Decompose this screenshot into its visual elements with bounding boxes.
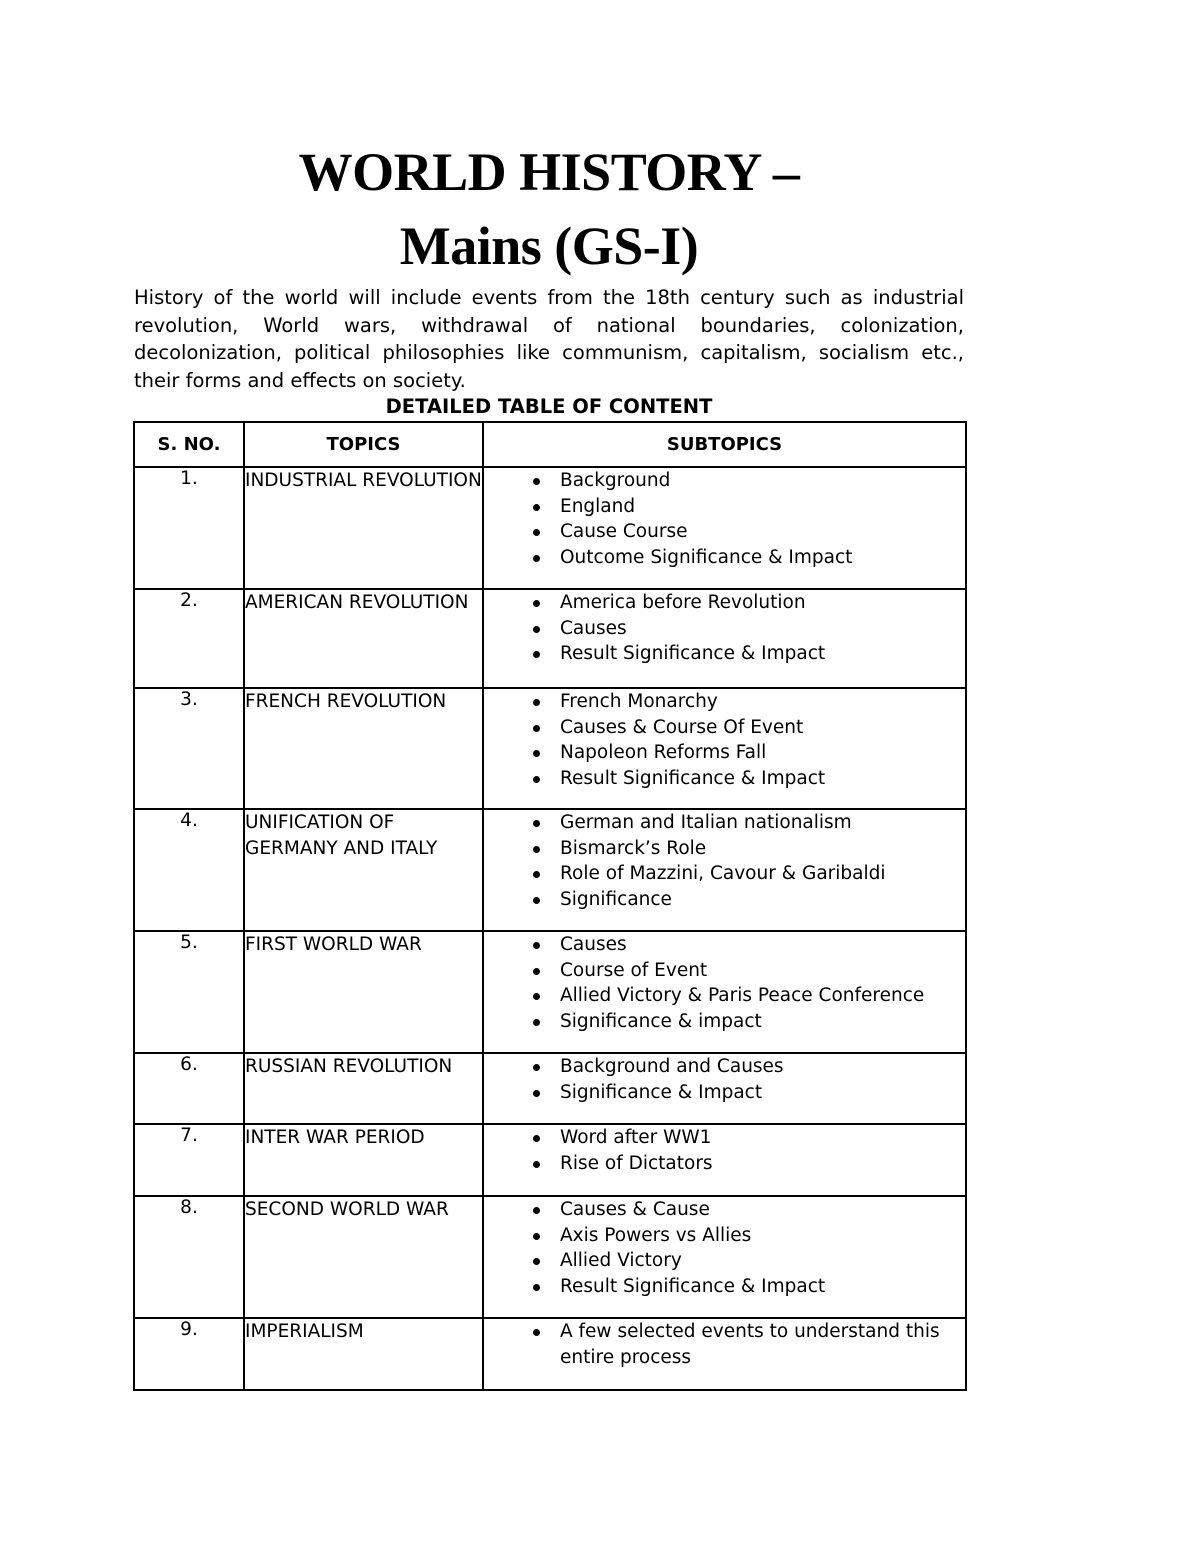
subtopic-item: Course of Event <box>560 958 965 984</box>
subtopic-item: Allied Victory & Paris Peace Conference <box>560 983 965 1009</box>
subtopic-item: Napoleon Reforms Fall <box>560 740 965 766</box>
row-topic: IMPERIALISM <box>244 1318 483 1390</box>
row-subtopics <box>483 467 966 589</box>
row-topic: AMERICAN REVOLUTION <box>244 589 483 688</box>
row-topic: UNIFICATION OF GERMANY AND ITALY <box>244 809 483 931</box>
subtopic-item: Rise of Dictators <box>560 1151 965 1177</box>
row-subtopics <box>483 1053 966 1124</box>
table-header-row <box>134 422 966 467</box>
subtopic-list <box>484 1054 965 1105</box>
row-subtopics <box>483 589 966 688</box>
row-subtopics <box>483 809 966 931</box>
row-topic: FIRST WORLD WAR <box>244 931 483 1053</box>
subtopic-list <box>484 810 965 912</box>
row-number: 6. <box>134 1053 244 1124</box>
row-topic: RUSSIAN REVOLUTION <box>244 1053 483 1124</box>
subtopic-item: Background and Causes <box>560 1054 965 1080</box>
row-number: 8. <box>134 1196 244 1318</box>
row-number: 1. <box>134 467 244 589</box>
table-row <box>134 467 966 589</box>
intro-paragraph: History of the world will include events from the 18th century such as industrial revolution, World wars, withdrawal of national boundaries, colonization, decolonization, political philosophies like communism, capitalism, socialism etc., their forms and effects on society. <box>134 286 964 393</box>
column-header-subtopics: SUBTOPICS <box>483 422 966 467</box>
subtopic-item: Significance & impact <box>560 1009 965 1035</box>
subtopic-item: Causes <box>560 616 965 642</box>
subtopic-list <box>484 932 965 1034</box>
subtopic-item: Outcome Significance & Impact <box>560 545 965 571</box>
subtopic-list <box>484 468 965 570</box>
subtopic-item: Word after WW1 <box>560 1125 965 1151</box>
row-subtopics <box>483 1124 966 1196</box>
table-row <box>134 1053 966 1124</box>
subtopic-list <box>484 689 965 791</box>
table-row <box>134 589 966 688</box>
column-header-topics: TOPICS <box>244 422 483 467</box>
row-subtopics <box>483 1196 966 1318</box>
table-body <box>134 467 966 1390</box>
row-number: 5. <box>134 931 244 1053</box>
row-number: 9. <box>134 1318 244 1390</box>
row-number: 4. <box>134 809 244 931</box>
row-number: 2. <box>134 589 244 688</box>
row-topic: SECOND WORLD WAR <box>244 1196 483 1318</box>
table-row <box>134 1124 966 1196</box>
subtopic-item: Cause Course <box>560 519 965 545</box>
row-subtopics <box>483 1318 966 1390</box>
subtopic-list <box>484 1125 965 1176</box>
subtopic-item: French Monarchy <box>560 689 965 715</box>
row-subtopics <box>483 931 966 1053</box>
row-subtopics <box>483 688 966 809</box>
subtopic-item: Causes <box>560 932 965 958</box>
subtopic-item: Result Significance & Impact <box>560 641 965 667</box>
row-number: 7. <box>134 1124 244 1196</box>
document-title-line-2: Mains (GS-I) <box>399 216 699 276</box>
subtopic-list <box>484 1319 965 1370</box>
subtopic-item: Significance & Impact <box>560 1080 965 1106</box>
document-title-line-1: WORLD HISTORY – <box>298 142 800 202</box>
subtopic-item: Allied Victory <box>560 1248 965 1274</box>
table-row <box>134 1318 966 1390</box>
subtopic-item: Role of Mazzini, Cavour & Garibaldi <box>560 861 965 887</box>
row-topic: FRENCH REVOLUTION <box>244 688 483 809</box>
subtopic-item: German and Italian nationalism <box>560 810 965 836</box>
table-row <box>134 1196 966 1318</box>
row-topic: INDUSTRIAL REVOLUTION <box>244 467 483 589</box>
subtopic-item: Background <box>560 468 965 494</box>
subtopic-item: Causes & Course Of Event <box>560 715 965 741</box>
column-header-sno: S. NO. <box>134 422 244 467</box>
subtopic-item: England <box>560 494 965 520</box>
subtopic-list <box>484 1197 965 1299</box>
subtopic-item: Axis Powers vs Allies <box>560 1223 965 1249</box>
subtopic-item: Result Significance & Impact <box>560 1274 965 1300</box>
row-topic: INTER WAR PERIOD <box>244 1124 483 1196</box>
subtopic-item: Result Significance & Impact <box>560 766 965 792</box>
toc-heading: DETAILED TABLE OF CONTENT <box>385 395 713 418</box>
subtopic-item: A few selected events to understand this entire process <box>560 1319 965 1370</box>
subtopic-item: Significance <box>560 887 965 913</box>
subtopic-list <box>484 590 965 667</box>
subtopic-item: Bismarck’s Role <box>560 836 965 862</box>
row-number: 3. <box>134 688 244 809</box>
table-row <box>134 809 966 931</box>
table-of-content <box>133 421 967 1391</box>
subtopic-item: America before Revolution <box>560 590 965 616</box>
table-row <box>134 931 966 1053</box>
table-row <box>134 688 966 809</box>
subtopic-item: Causes & Cause <box>560 1197 965 1223</box>
